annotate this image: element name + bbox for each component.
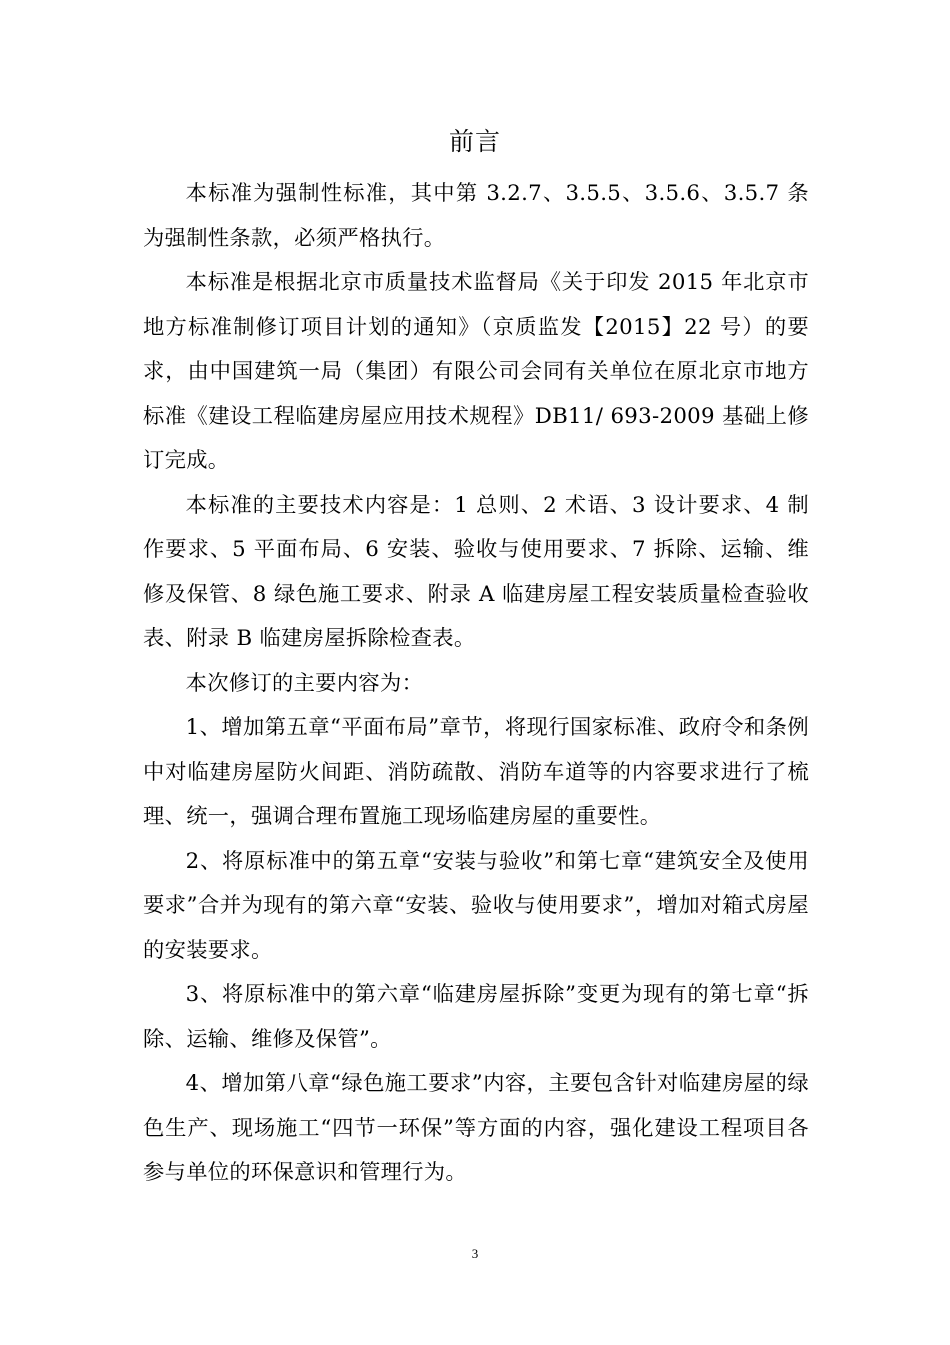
paragraph-technical-contents: 本标准的主要技术内容是：1 总则、2 术语、3 设计要求、4 制作要求、5 平面布局、6 安装、验收与使用要求、7 拆除、运输、维修及保管、8 绿色施工要求、附录 A 临建房屋工程安装质量检查验收表、附录 B 临建房屋拆除检查表。 — [143, 492, 809, 651]
paragraph-mandatory-clauses: 本标准为强制性标准，其中第 3.2.7、3.5.5、3.5.6、3.5.7 条为强制性条款，必须严格执行。 — [143, 181, 809, 251]
paragraph-revision-intro: 本次修订的主要内容为： — [185, 670, 424, 696]
paragraph-revision-item-2: 2、将原标准中的第五章“安装与验收”和第七章“建筑安全及使用要求”合并为现有的第六章“安装、验收与使用要求”，增加对箱式房屋的安装要求。 — [143, 848, 809, 963]
page-number: 3 — [471, 1246, 479, 1261]
paragraph-revision-item-4: 4、增加第八章“绿色施工要求”内容，主要包含针对临建房屋的绿色生产、现场施工“四节一环保”等方面的内容，强化建设工程项目各参与单位的环保意识和管理行为。 — [143, 1071, 809, 1185]
page-title: 前言 — [448, 127, 501, 156]
preface-body — [143, 172, 809, 1196]
paragraph-revision-item-1: 1、增加第五章“平面布局”章节，将现行国家标准、政府令和条例中对临建房屋防火间距、消防疏散、消防车道等的内容要求进行了梳理、统一，强调合理布置施工现场临建房屋的重要性。 — [143, 715, 809, 829]
paragraph-revision-item-3: 3、将原标准中的第六章“临建房屋拆除”变更为现有的第七章“拆除、运输、维修及保管”。 — [143, 982, 809, 1052]
paragraph-basis: 本标准是根据北京市质量技术监督局《关于印发 2015 年北京市地方标准制修订项目计划的通知》（京质监发【2015】22 号）的要求，由中国建筑一局（集团）有限公司会同有关单位在原北京市地方标准《建设工程临建房屋应用技术规程》DB11/ 693-2009 基础上修订完成。 — [143, 270, 809, 473]
